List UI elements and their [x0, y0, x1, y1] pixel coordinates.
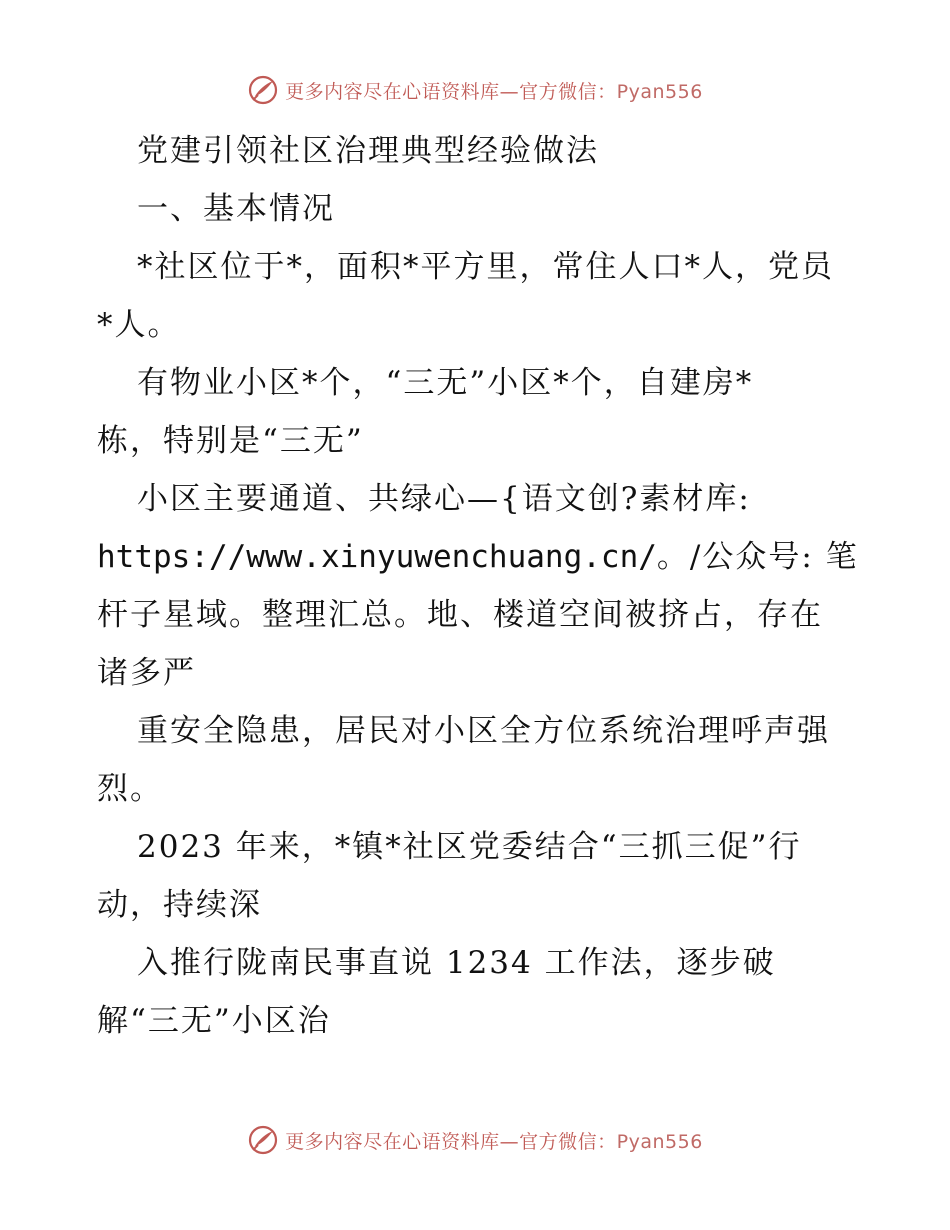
paragraph-line: 小区主要通道、共绿心—{语文创?素材库:	[137, 481, 751, 517]
feather-seal-icon	[247, 74, 279, 106]
section-heading: 一、基本情况	[137, 191, 335, 227]
source-url: https://www.xinyuwenchuang.cn/	[97, 539, 657, 575]
header-watermark-banner	[0, 70, 950, 110]
footer-watermark-banner	[0, 1120, 950, 1160]
paragraph-line: 入推行陇南民事直说 1234 工作法，逐步破	[137, 945, 776, 981]
paragraph-line: 烈。	[97, 771, 163, 807]
paragraph-line: 2023 年来，*镇*社区党委结合“三抓三促”行	[137, 829, 802, 865]
paragraph-line: *人。	[97, 307, 181, 343]
paragraph-line: 动，持续深	[97, 887, 262, 923]
paragraph-line-url: https://www.xinyuwenchuang.cn/。/公众号: 笔	[97, 539, 859, 575]
paragraph-line: *社区位于*，面积*平方里，常住人口*人，党员	[137, 249, 834, 285]
paragraph-line: 解“三无”小区治	[97, 1003, 331, 1039]
paragraph-line: 诸多严	[97, 655, 196, 691]
paragraph-line: 有物业小区*个，“三无”小区*个，自建房*	[137, 365, 754, 401]
banner-text: 更多内容尽在心语资料库—官方微信：Pyan556	[285, 1130, 703, 1153]
document-title: 党建引领社区治理典型经验做法	[137, 133, 599, 169]
paragraph-line: 杆子星域。整理汇总。地、楼道空间被挤占，存在	[97, 597, 823, 633]
paragraph-line: 重安全隐患，居民对小区全方位系统治理呼声强	[137, 713, 830, 749]
paragraph-line: 栋，特别是“三无”	[97, 423, 364, 459]
feather-seal-icon	[247, 1124, 279, 1156]
banner-text: 更多内容尽在心语资料库—官方微信：Pyan556	[285, 80, 703, 103]
document-body	[97, 122, 857, 1050]
